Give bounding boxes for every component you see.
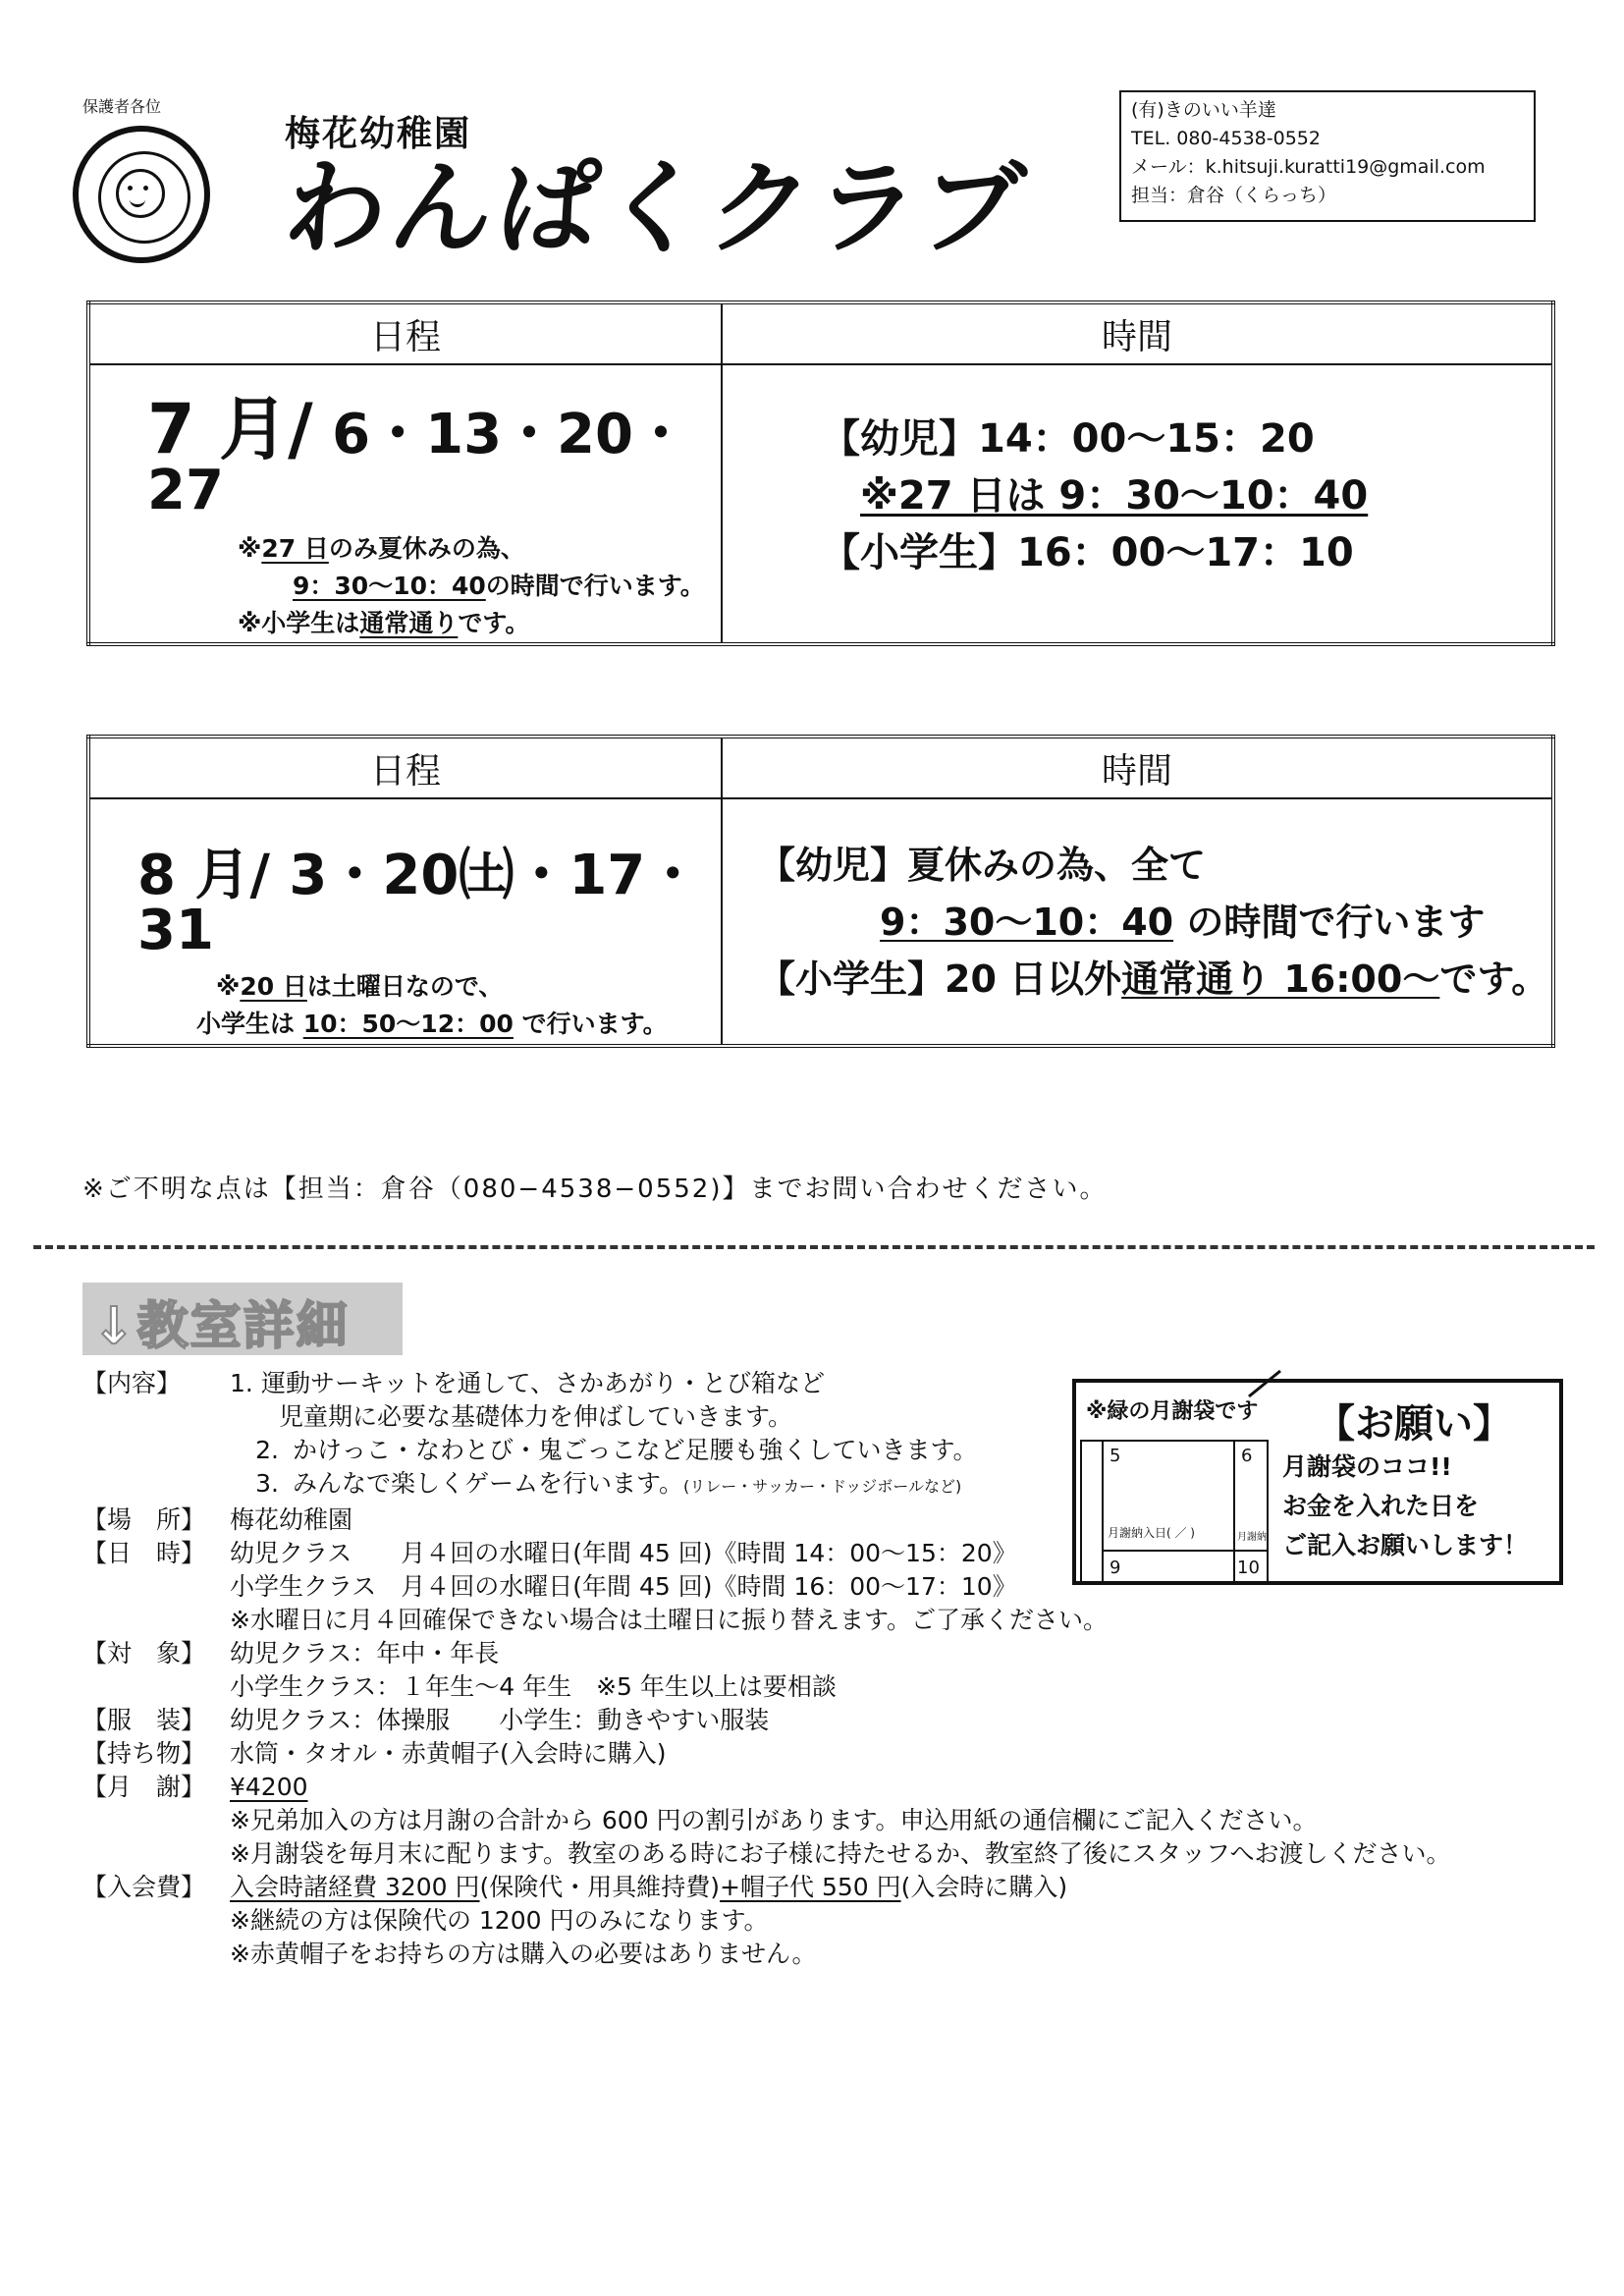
august-time-cell xyxy=(722,798,1553,1046)
contact-person: 担当：倉谷（くらっち） xyxy=(1131,185,1337,206)
august-dates-cell xyxy=(88,798,722,1046)
detail-content-1b: 児童期に必要な基礎体力を伸ばしていきます。 xyxy=(279,1402,793,1431)
detail-content-2: 2. かけっこ・なわとび・鬼ごっこなど足腰も強くしていきます。 xyxy=(255,1436,978,1464)
detail-date-2: 小学生クラス 月４回の水曜日(年間 45 回)《時間 16：00〜17：10》 xyxy=(230,1572,1017,1601)
detail-entry-fee: 【入会費】 入会時諸経費 3200 円(保険代・用具維持費)+帽子代 550 円(入会時に購入) xyxy=(82,1873,1068,1901)
detail-entry-note-1: ※継続の方は保険代の 1200 円のみになります。 xyxy=(230,1906,769,1935)
july-dates-cell xyxy=(88,364,722,644)
detail-content-3: 3. みんなで楽しくゲームを行います。(リレー・サッカー・ドッジボールなど) xyxy=(255,1469,962,1498)
request-title: 【お願い】 xyxy=(1316,1401,1512,1447)
green-envelope-label: ※緑の月謝袋です xyxy=(1086,1399,1259,1424)
envelope-side-label: 月謝納 xyxy=(1237,1532,1267,1543)
detail-items: 【持ち物】 水筒・タオル・赤黄帽子(入会時に購入) xyxy=(82,1739,667,1768)
envelope-date-field: 月謝納入日( ／ ) xyxy=(1108,1526,1195,1540)
august-note-1: ※20 日は土曜日なので、 xyxy=(216,972,504,1001)
addressee: 保護者各位 xyxy=(82,97,162,116)
august-time-summer: 9：30〜10：40 の時間で行います xyxy=(880,901,1486,944)
august-time-header: 時間 xyxy=(722,737,1553,798)
club-title: わんぱくクラブ xyxy=(278,148,1034,268)
july-note-3: ※小学生は通常通りです。 xyxy=(238,609,530,637)
detail-fee: 【月 謝】 ¥4200 xyxy=(82,1773,308,1801)
request-line-2: お金を入れた日を xyxy=(1282,1492,1480,1520)
august-time-kids: 【幼児】夏休みの為、全て xyxy=(758,844,1207,887)
july-time-header: 時間 xyxy=(722,302,1553,364)
company-logo xyxy=(73,126,210,263)
detail-target-2: 小学生クラス：１年生〜4 年生 ※5 年生以上は要相談 xyxy=(230,1672,837,1701)
detail-date-3: ※水曜日に月４回確保できない場合は土曜日に振り替えます。ご了承ください。 xyxy=(230,1606,1108,1634)
inquiry-note: ※ご不明な点は【担当：倉谷（080−4538−0552)】までお問い合わせください。 xyxy=(82,1175,1108,1204)
detail-place: 【場 所】 梅花幼稚園 xyxy=(82,1505,353,1534)
detail-fee-note-2: ※月謝袋を毎月末に配ります。教室のある時にお子様に持たせるか、教室終了後にスタッフへお渡しください。 xyxy=(230,1839,1451,1868)
detail-target: 【対 象】 幼児クラス：年中・年長 xyxy=(82,1639,500,1667)
july-time-27: ※27 日は 9：30〜10：40 xyxy=(860,473,1369,519)
july-time-elementary: 【小学生】16：00〜17：10 xyxy=(821,530,1354,575)
contact-company: (有)きのいい羊達 xyxy=(1131,99,1276,121)
detail-clothes: 【服 装】 幼児クラス：体操服 小学生：動きやすい服装 xyxy=(82,1706,770,1734)
july-month: 7 月/ xyxy=(147,389,313,469)
section-title: ↓教室詳細 xyxy=(92,1297,350,1356)
envelope-cell-10: 10 xyxy=(1237,1558,1260,1578)
july-note-2: 9：30〜10：40の時間で行います。 xyxy=(293,572,705,600)
envelope-cell-5: 5 xyxy=(1110,1446,1121,1466)
detail-fee-note-1: ※兄弟加入の方は月謝の合計から 600 円の割引があります。申込用紙の通信欄にご記入ください。 xyxy=(230,1806,1318,1834)
envelope-cell-9: 9 xyxy=(1110,1558,1121,1578)
july-dates-header: 日程 xyxy=(88,302,722,364)
contact-box xyxy=(1119,90,1536,222)
july-note-1: ※27 日のみ夏休みの為、 xyxy=(238,534,525,563)
pointer-stroke xyxy=(1245,1367,1284,1400)
august-dates-header: 日程 xyxy=(88,737,722,798)
envelope-cell-6: 6 xyxy=(1241,1446,1253,1466)
august-note-2: 小学生は 10：50〜12：00 で行います。 xyxy=(196,1010,668,1038)
school-name: 梅花幼稚園 xyxy=(285,114,472,154)
august-schedule-table xyxy=(86,735,1555,1048)
request-body xyxy=(1282,1448,1528,1565)
envelope-illustration xyxy=(1080,1440,1269,1583)
august-time-elementary: 【小学生】20 日以外通常通り 16:00〜です。 xyxy=(758,957,1549,1001)
july-schedule-table xyxy=(86,301,1555,646)
august-month: 8 月/ xyxy=(137,844,270,907)
july-time-kids: 【幼児】14：00〜15：20 xyxy=(821,416,1315,462)
request-line-1: 月謝袋のココ!! xyxy=(1282,1452,1452,1481)
contact-tel: TEL. 080-4538-0552 xyxy=(1131,128,1321,149)
contact-mail: メール：k.hitsuji.kuratti19@gmail.com xyxy=(1131,156,1486,178)
divider xyxy=(33,1245,1595,1249)
request-line-3: ご記入お願いします！ xyxy=(1282,1531,1529,1559)
july-days: 6・13・20・27 xyxy=(147,403,688,522)
detail-date: 【日 時】 幼児クラス 月４回の水曜日(年間 45 回)《時間 14：00〜15：20》 xyxy=(82,1539,1017,1567)
july-time-cell xyxy=(722,364,1553,644)
detail-entry-note-2: ※赤黄帽子をお持ちの方は購入の必要はありません。 xyxy=(230,1940,817,1968)
detail-content: 【内容】 1. 運動サーキットを通して、さかあがり・とび箱など xyxy=(82,1369,826,1397)
august-days: 3・20㈯・17・31 xyxy=(137,844,701,962)
